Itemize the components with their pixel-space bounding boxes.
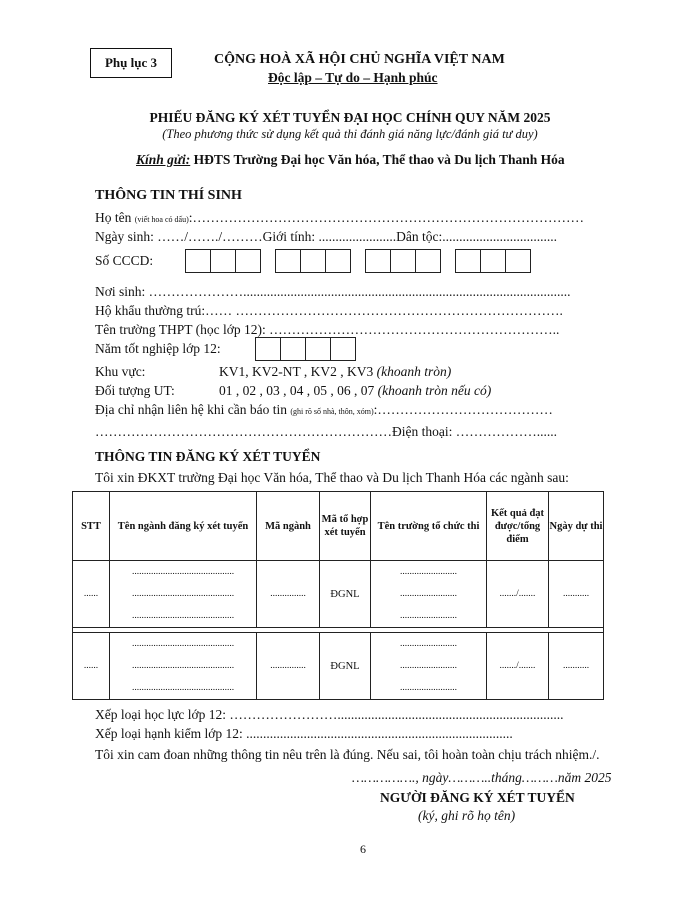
conduct-field[interactable]: Xếp loại hạnh kiểm lớp 12: ...............................................................................: [95, 726, 513, 741]
school-line: ........................: [400, 661, 457, 671]
row-major[interactable]: [110, 561, 257, 628]
row-score[interactable]: ......./.......: [487, 633, 549, 700]
header-major-code: Mã ngành: [257, 492, 320, 561]
header-score: Kết quả đạt được/tổng điểm: [487, 492, 549, 561]
priority-note: (khoanh tròn nếu có): [377, 383, 492, 398]
region-note: (khoanh tròn): [376, 364, 452, 379]
school-line: ........................: [400, 589, 457, 599]
name-note: (viết hoa có dấu): [134, 215, 189, 224]
address-dots: :…………………………………: [373, 402, 553, 417]
region-field[interactable]: [95, 364, 451, 380]
table-row[interactable]: [73, 633, 604, 700]
name-field[interactable]: [95, 210, 584, 226]
addressee: HĐTS Trường Đại học Văn hóa, Thể thao và Du lịch Thanh Hóa: [193, 152, 565, 167]
row-stt[interactable]: ......: [73, 633, 110, 700]
row-score[interactable]: ......./.......: [487, 561, 549, 628]
major-line: ...........................................: [131, 589, 235, 599]
addressee-label: Kính gửi:: [136, 152, 191, 167]
page-number: 6: [360, 842, 366, 856]
major-line: ...........................................: [131, 661, 235, 671]
priority-field[interactable]: [95, 383, 491, 399]
name-dots: :……………………………………………………………………………: [188, 210, 584, 225]
intro-text: Tôi xin ĐKXT trường Đại học Văn hóa, Thể thao và Du lịch Thanh Hóa các ngành sau:: [95, 470, 569, 485]
signer-note: (ký, ghi rõ họ tên): [418, 808, 516, 823]
row-exam-date[interactable]: ...........: [549, 633, 604, 700]
row-major-code[interactable]: ...............: [257, 633, 320, 700]
signer-title: NGƯỜI ĐĂNG KÝ XÉT TUYỂN: [380, 790, 575, 805]
pledge-text: Tôi xin cam đoan những thông tin nêu trên là đúng. Nếu sai, tôi hoàn toàn chịu trách nhiệm./.: [95, 747, 600, 762]
grad-year-field[interactable]: [95, 337, 356, 361]
row-exam-school[interactable]: [371, 561, 487, 628]
major-line: ...........................................: [131, 567, 235, 577]
major-line: ...........................................: [131, 611, 235, 621]
table-row[interactable]: [73, 561, 604, 628]
grad-year-label: Năm tốt nghiệp lớp 12:: [95, 341, 221, 356]
row-combo[interactable]: ĐGNL: [320, 561, 371, 628]
school-line: ........................: [400, 567, 457, 577]
address-label: Địa chỉ nhận liên hệ khi cần báo tin: [95, 402, 287, 417]
cccd-box-group-2[interactable]: [275, 249, 351, 273]
priority-options[interactable]: 01 , 02 , 03 , 04 , 05 , 06 , 07: [219, 383, 375, 398]
birthplace-field[interactable]: Nơi sinh: ………………….................................................................................................: [95, 284, 571, 299]
region-label: Khu vực:: [95, 364, 146, 379]
major-line: ...........................................: [131, 683, 235, 693]
cccd-field[interactable]: [95, 249, 531, 273]
annex-label: Phụ lục 3: [90, 48, 172, 78]
name-label: Họ tên: [95, 210, 132, 225]
section1-title: THÔNG TIN THÍ SINH: [95, 188, 242, 203]
academic-field[interactable]: Xếp loại học lực lớp 12: ……………………...................................................................: [95, 707, 564, 722]
date-line[interactable]: ……………., ngày………..tháng………năm 2025: [352, 770, 612, 785]
address-note: (ghi rõ số nhà, thôn, xóm): [290, 407, 374, 416]
cccd-box-group-1[interactable]: [185, 249, 261, 273]
school-line: ........................: [400, 639, 457, 649]
cccd-label: Số CCCD:: [95, 253, 154, 268]
major-line: ...........................................: [131, 639, 235, 649]
priority-label: Đối tượng UT:: [95, 383, 175, 398]
row-combo[interactable]: ĐGNL: [320, 633, 371, 700]
school-line: ........................: [400, 611, 457, 621]
header-major: Tên ngành đăng ký xét tuyển: [110, 492, 257, 561]
addressee-line: [136, 152, 565, 168]
row-stt[interactable]: ......: [73, 561, 110, 628]
row-major[interactable]: [110, 633, 257, 700]
form-title: PHIẾU ĐĂNG KÝ XÉT TUYỂN ĐẠI HỌC CHÍNH QUY NĂM 2025: [149, 110, 551, 125]
header-combo: Mã tổ hợp xét tuyển: [320, 492, 371, 561]
header-exam-school: Tên trường tổ chức thi: [371, 492, 487, 561]
registration-table: [72, 491, 604, 700]
row-major-code[interactable]: ...............: [257, 561, 320, 628]
row-exam-date[interactable]: ...........: [549, 561, 604, 628]
address-field[interactable]: [95, 402, 553, 418]
region-options[interactable]: KV1, KV2-NT , KV2 , KV3: [219, 364, 374, 379]
residence-field[interactable]: Hộ khẩu thường trú:…… ……………………………………………………………….: [95, 303, 563, 318]
address-phone-field[interactable]: …………………………………………………………Điện thoại: ………………......: [95, 424, 557, 439]
section2-title: THÔNG TIN ĐĂNG KÝ XÉT TUYỂN: [95, 449, 321, 464]
header-stt: STT: [73, 492, 110, 561]
national-title: CỘNG HOÀ XÃ HỘI CHỦ NGHĨA VIỆT NAM: [214, 52, 505, 67]
table-header-row: [73, 492, 604, 561]
motto: Độc lập – Tự do – Hạnh phúc: [268, 70, 438, 85]
cccd-box-group-4[interactable]: [455, 249, 531, 273]
header-exam-date: Ngày dự thi: [549, 492, 604, 561]
row-exam-school[interactable]: [371, 633, 487, 700]
cccd-box-group-3[interactable]: [365, 249, 441, 273]
school-line: ........................: [400, 683, 457, 693]
dob-gender-ethnicity-field[interactable]: Ngày sinh: ……/……./………Giới tính: .......................Dân tộc:..................................: [95, 229, 557, 244]
form-subtitle: (Theo phương thức sử dụng kết quả thi đánh giá năng lực/đánh giá tư duy): [162, 127, 538, 141]
grad-year-boxes[interactable]: [255, 337, 356, 361]
school-field[interactable]: Tên trường THPT (học lớp 12): ………………………………………………………..: [95, 322, 560, 337]
